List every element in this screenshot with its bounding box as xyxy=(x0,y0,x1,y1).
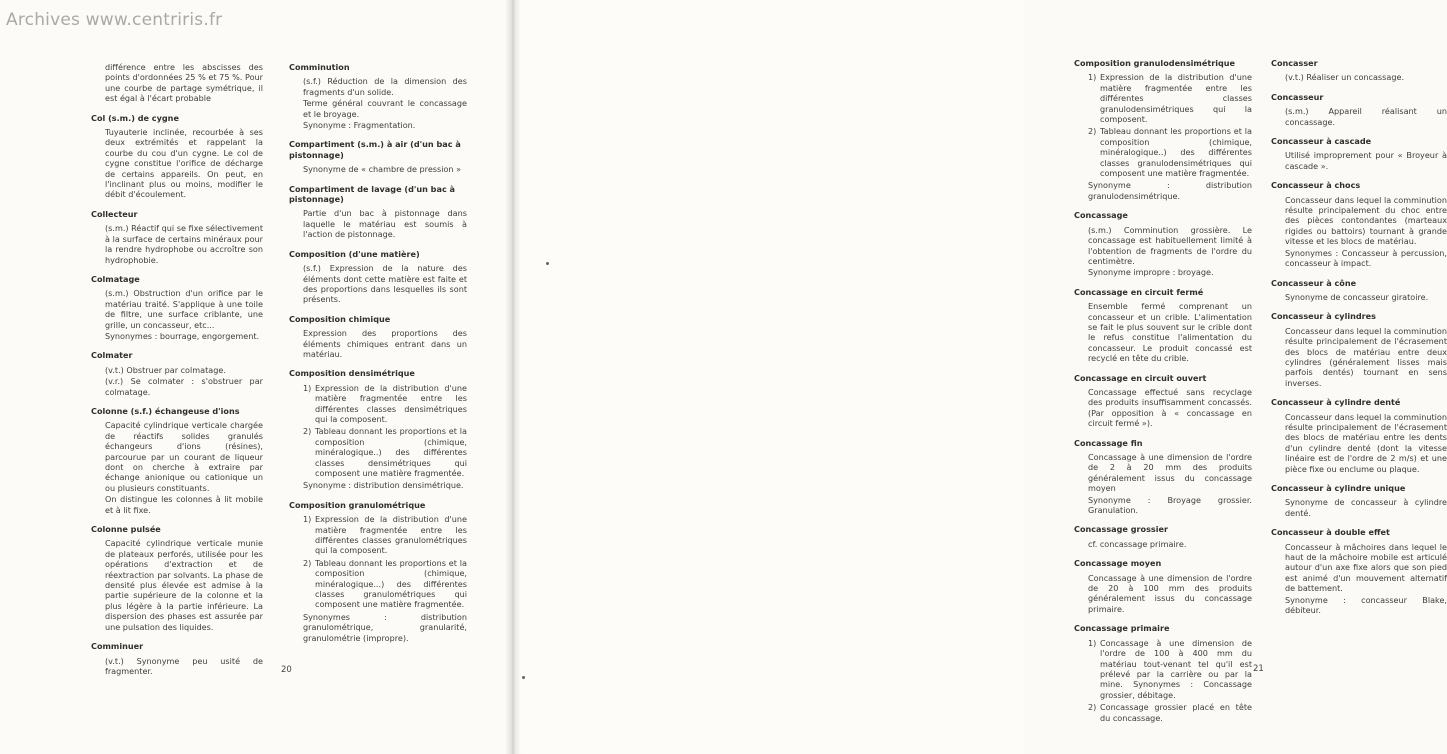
entry-definition xyxy=(91,656,263,677)
entry-definition xyxy=(91,365,263,397)
definition-text: Synonyme de concasseur giratoire. xyxy=(1285,291,1429,302)
definition-list-item xyxy=(303,514,467,556)
glossary-entry xyxy=(1074,623,1252,723)
definition-text: Partie d'un bac à pistonnage dans laquelle le matériau est soumis à l'action de pistonnage. xyxy=(303,208,467,240)
entry-definition xyxy=(289,383,467,491)
definition-list-item xyxy=(1088,702,1252,723)
definition-text: Concasseur à mâchoires dans lequel le haut de la mâchoire mobile est articulé autour d'un axe fixe alors que son pied est animé d'un mouvement alternatif de battement. xyxy=(1285,541,1447,594)
entry-term: Concasseur à double effet xyxy=(1271,527,1390,538)
definition-text: Ensemble fermé comprenant un concasseur et un crible. L'alimentation se fait le plus souvent sur le crible dont le refus constitue l'alimentation du concasseur. Le produit concassé est recyclé en tête du crible. xyxy=(1088,301,1252,364)
column-1 xyxy=(91,62,263,685)
right-page xyxy=(512,0,1447,754)
book-gutter xyxy=(505,0,521,754)
definition-text: Synonymes : bourrage, engorgement. xyxy=(105,330,260,341)
glossary-entry xyxy=(91,350,263,397)
item-text: Tableau donnant les proportions et la composition (chimique, minéralogique..) des différentes classes granulodensimétriques qui composent une matière fragmentée. xyxy=(1100,126,1252,179)
definition-text: (v.r.) Se colmater : s'obstruer par colmatage. xyxy=(105,376,263,397)
entry-term: Col (s.m.) de cygne xyxy=(91,112,179,123)
definition-list xyxy=(303,514,467,610)
item-text: Concassage grossier placé en tête du concassage. xyxy=(1100,702,1252,723)
item-text: Concassage à une dimension de l'ordre de 100 à 400 mm du matériau tout-venant tel qu'il est prélevé par la carrière ou par la mine. Synonymes : Concassage grossier, débitage. xyxy=(1100,637,1252,700)
glossary-entry xyxy=(1074,438,1252,516)
entry-term: Colmatage xyxy=(91,273,140,284)
entry-definition xyxy=(1074,225,1252,278)
entry-definition xyxy=(1074,539,1252,549)
entry-definition xyxy=(1271,326,1447,388)
entry-term: Concasseur à chocs xyxy=(1271,180,1361,191)
item-number: 2) xyxy=(303,557,312,568)
definition-list xyxy=(1088,72,1252,178)
glossary-entry xyxy=(91,524,263,632)
glossary-entry xyxy=(289,139,467,174)
entry-definition xyxy=(1074,573,1252,615)
definition-list xyxy=(303,383,467,479)
definition-list-item xyxy=(303,558,467,610)
glossary-entry xyxy=(1074,58,1252,201)
glossary-entry xyxy=(1271,527,1447,615)
entry-term: Concasseur à cascade xyxy=(1271,136,1372,147)
entry-term: Concassage xyxy=(1074,210,1128,221)
glossary-entry xyxy=(289,314,467,360)
definition-text: (s.f.) Expression de la nature des éléments dont cette matière est faite et des proportions dans lesquelles ils sont présents. xyxy=(303,263,467,305)
glossary-entry xyxy=(1074,558,1252,614)
entry-definition xyxy=(1074,638,1252,723)
definition-text: (v.t.) Obstruer par colmatage. xyxy=(105,364,226,375)
entry-term: Compartiment (s.m.) à air (d'un bac à pistonnage) xyxy=(289,139,461,160)
definition-text: (s.m.) Réactif qui se fixe sélectivement à la surface de certains minéraux pour la rendre hydrophobe ou accroître son hydrophobie. xyxy=(105,223,263,265)
glossary-entry xyxy=(1271,58,1447,83)
definition-text: Synonyme : Fragmentation. xyxy=(303,120,416,131)
entry-definition xyxy=(1271,106,1447,127)
definition-text: Capacité cylindrique verticale munie de plateaux perforés, utilisée pour les opérations d'extraction et de réextraction par solvants. La phase de densité plus élevée est admise à la partie supérieure de la colonne et la plus légère à la partie inférieure. La dispersion des phases est assurée par une pulsation des liquides. xyxy=(105,538,263,632)
definition-text: Synonyme de « chambre de pression » xyxy=(303,164,462,175)
page-number-right: 21 xyxy=(1253,664,1264,674)
item-text: Expression de la distribution d'une matière fragmentée entre les différentes classes granulodensimétriques qui la composent. xyxy=(1100,72,1252,125)
glossary-entry xyxy=(1271,278,1447,303)
entry-definition xyxy=(289,328,467,359)
glossary-entry xyxy=(1074,210,1252,277)
entry-definition xyxy=(289,263,467,305)
definition-text: Synonyme de concasseur à cylindre denté. xyxy=(1285,497,1447,518)
print-speck xyxy=(522,676,525,679)
entry-definition xyxy=(1271,497,1447,518)
definition-text: Synonyme impropre : broyage. xyxy=(1088,267,1214,278)
item-number: 1) xyxy=(303,382,312,393)
item-number: 2) xyxy=(1088,126,1097,137)
definition-text: différence entre les abscisses des points d'ordonnées 25 % et 75 %. Pour une courbe de partage symétrique, il est égal à l'écart probable xyxy=(105,62,263,104)
definition-text: Concassage à une dimension de l'ordre de 20 à 100 mm des produits généralement issus du concassage primaire. xyxy=(1088,572,1252,614)
page-number-left: 20 xyxy=(281,665,292,675)
entry-term: Concasseur à cylindre denté xyxy=(1271,397,1401,408)
item-number: 1) xyxy=(1088,637,1097,648)
entry-term: Composition (d'une matière) xyxy=(289,248,420,259)
entry-definition xyxy=(289,208,467,239)
entry-term: Composition granulométrique xyxy=(289,499,426,510)
entry-term: Comminution xyxy=(289,62,350,72)
entry-definition xyxy=(289,76,467,130)
glossary-entry xyxy=(1271,92,1447,127)
definition-text: Concasseur dans lequel la comminution résulte principalement de l'écrasement des blocs de matériau entre deux cylindres (généralement lisses mais parfois dentés) tournant en sens inverses. xyxy=(1285,325,1447,388)
definition-list xyxy=(1088,638,1252,723)
definition-synonyms: Synonymes : distribution granulométrique, granularité, granulométrie (impropre). xyxy=(303,611,467,643)
column-3 xyxy=(1074,58,1252,732)
glossary-entry xyxy=(91,641,263,676)
entry-term: Compartiment de lavage (d'un bac à pistonnage) xyxy=(289,183,456,205)
entry-term: Concasser xyxy=(1271,58,1318,68)
entry-definition xyxy=(1271,542,1447,616)
entry-definition xyxy=(91,420,263,515)
definition-list-item xyxy=(1088,126,1252,178)
glossary-entry xyxy=(1271,311,1447,388)
definition-text: (v.t.) Synonyme peu usité de fragmenter. xyxy=(105,655,263,676)
glossary-entry xyxy=(91,274,263,341)
item-text: Expression de la distribution d'une matière fragmentée entre les différentes classes densimétriques qui la composent. xyxy=(315,382,467,424)
definition-text: (v.t.) Réaliser un concassage. xyxy=(1285,72,1405,83)
entry-term: Concassage en circuit ouvert xyxy=(1074,372,1207,383)
entry-definition xyxy=(1074,387,1252,429)
entry-definition xyxy=(91,288,263,341)
entry-definition xyxy=(289,514,467,643)
entry-term: Concassage moyen xyxy=(1074,558,1162,569)
definition-synonyms: Synonyme : distribution densimétrique. xyxy=(303,480,464,491)
entry-term: Concasseur à cylindre unique xyxy=(1271,483,1406,493)
glossary-entry xyxy=(91,406,263,515)
definition-synonyms: Synonyme : distribution granulodensimétrique. xyxy=(1088,180,1252,201)
entry-term: Composition densimétrique xyxy=(289,368,415,379)
glossary-entry xyxy=(289,249,467,305)
glossary-entry xyxy=(1074,524,1252,549)
definition-text: (s.f.) Réduction de la dimension des fragments d'un solide. xyxy=(303,76,467,97)
glossary-entry xyxy=(91,209,263,265)
entry-definition xyxy=(1271,195,1447,269)
entry-definition xyxy=(1074,452,1252,515)
column-4 xyxy=(1271,58,1447,624)
glossary-entry xyxy=(1271,483,1447,518)
entry-term: Concasseur xyxy=(1271,91,1324,102)
definition-text: cf. concassage primaire. xyxy=(1088,538,1187,549)
print-speck xyxy=(546,262,549,265)
definition-list-item xyxy=(1088,72,1252,124)
entry-definition xyxy=(1271,412,1447,474)
entry-definition xyxy=(91,223,263,265)
definition-text: (s.m.) Comminution grossière. Le concassage est habituellement limité à l'obtention de fragments de l'ordre du centimètre. xyxy=(1088,224,1252,266)
glossary-entry xyxy=(289,368,467,490)
entry-definition xyxy=(1271,150,1447,171)
entry-term: Colonne (s.f.) échangeuse d'ions xyxy=(91,405,240,416)
entry-term: Concassage en circuit fermé xyxy=(1074,286,1204,297)
item-text: Tableau donnant les proportions et la composition (chimique, minéralogique...) des différentes classes granulométriques qui composent une matière fragmentée. xyxy=(315,557,467,610)
entry-term: Concasseur à cône xyxy=(1271,277,1357,288)
definition-text: Utilisé improprement pour « Broyeur à cascade ». xyxy=(1285,150,1447,171)
glossary-entry xyxy=(289,62,467,130)
entry-term: Colmater xyxy=(91,350,133,361)
glossary-entry xyxy=(289,184,467,240)
definition-text: Expression des proportions des éléments chimiques entrant dans un matériau. xyxy=(303,328,467,359)
entry-term: Colonne pulsée xyxy=(91,524,161,535)
watermark: Archives www.centriris.fr xyxy=(6,10,223,30)
item-text: Expression de la distribution d'une matière fragmentée entre les différentes classes granulométriques qui la composent. xyxy=(315,514,467,556)
entry-definition xyxy=(91,127,263,200)
entry-term: Concassage grossier xyxy=(1074,524,1168,535)
definition-text: Synonyme : Broyage grossier. Granulation. xyxy=(1088,494,1252,516)
entry-term: Concasseur à cylindres xyxy=(1271,311,1376,322)
definition-text: On distingue les colonnes à lit mobile et à lit fixe. xyxy=(105,494,263,515)
definition-list-item xyxy=(1088,638,1252,700)
entry-term: Collecteur xyxy=(91,208,138,219)
definition-text: (s.m.) Appareil réalisant un concassage. xyxy=(1285,106,1447,127)
entry-term: Composition chimique xyxy=(289,313,391,324)
glossary-entry xyxy=(1074,287,1252,364)
glossary-entry xyxy=(289,500,467,643)
glossary-entry xyxy=(1271,397,1447,474)
entry-definition xyxy=(1074,72,1252,201)
definition-text: Capacité cylindrique verticale chargée de réactifs solides granulés échangeurs d'ions (résines), parcourue par un courant de liqueur dont on cherche à extraire par échange anionique ou cationique un ou plusieurs constituants. xyxy=(105,420,263,493)
entry-definition xyxy=(1271,72,1447,82)
item-number: 1) xyxy=(303,514,312,525)
definition-list-item xyxy=(303,426,467,478)
definition-list-item xyxy=(303,383,467,425)
entry-term: Concassage fin xyxy=(1074,437,1143,448)
definition-text: Concasseur dans lequel la comminution résulte principalement de l'écrasement des blocs de matériau entre les dents d'un cylindre denté (dont la vitesse linéaire est de l'ordre de 2 m/s) et une pièce fixe ou enclume ou plaque. xyxy=(1285,411,1447,474)
column-2 xyxy=(289,62,467,652)
entry-definition xyxy=(289,164,467,174)
item-number: 2) xyxy=(1088,702,1097,713)
glossary-entry xyxy=(91,113,263,200)
entry-definition xyxy=(1074,301,1252,363)
item-text: Tableau donnant les proportions et la composition (chimique, minéralogique..) des différentes classes densimétriques qui composent une matière fragmentée. xyxy=(315,426,467,478)
definition-text: Concasseur dans lequel la comminution résulte principalement du choc entre des pièces contondantes (marteaux rigides ou battoirs) tournant à grande vitesse et les blocs de matériau. xyxy=(1285,194,1447,247)
left-page xyxy=(0,0,512,754)
item-number: 2) xyxy=(303,426,312,437)
glossary-entry xyxy=(1271,180,1447,268)
definition-text: Concassage à une dimension de l'ordre de 2 à 20 mm des produits généralement issus du concassage moyen xyxy=(1088,452,1252,494)
glossary-entry xyxy=(1074,373,1252,429)
definition-text: Terme général couvrant le concassage et le broyage. xyxy=(303,98,467,119)
item-number: 1) xyxy=(1088,72,1097,83)
definition-text: (s.m.) Obstruction d'un orifice par le matériau traité. S'applique à une toile de filtre, une surface criblante, une grille, un concasseur, etc... xyxy=(105,288,263,330)
continued-definition xyxy=(91,62,263,104)
definition-text: Synonyme : concasseur Blake, débiteur. xyxy=(1285,594,1447,616)
definition-text: Concassage effectué sans recyclage des produits insuffisamment concassés. (Par opposition à « concassage en circuit fermé »). xyxy=(1088,386,1252,429)
definition-text: Synonymes : Concasseur à percussion, concasseur à impact. xyxy=(1285,247,1447,269)
entry-definition xyxy=(91,538,263,632)
entry-term: Concassage primaire xyxy=(1074,623,1170,634)
entry-definition xyxy=(1271,292,1447,302)
entry-term: Comminuer xyxy=(91,641,144,652)
glossary-entry xyxy=(1271,136,1447,171)
entry-term: Composition granulodensimétrique xyxy=(1074,58,1236,68)
definition-text: Tuyauterie inclinée, recourbée à ses deux extrémités et rappelant la courbe du cou d'un cygne. Le col de cygne constitue l'orifice de décharge de certains appareils. On peut, en l'inclinant plus ou moins, modifier le débit d'écoulement. xyxy=(105,127,263,200)
